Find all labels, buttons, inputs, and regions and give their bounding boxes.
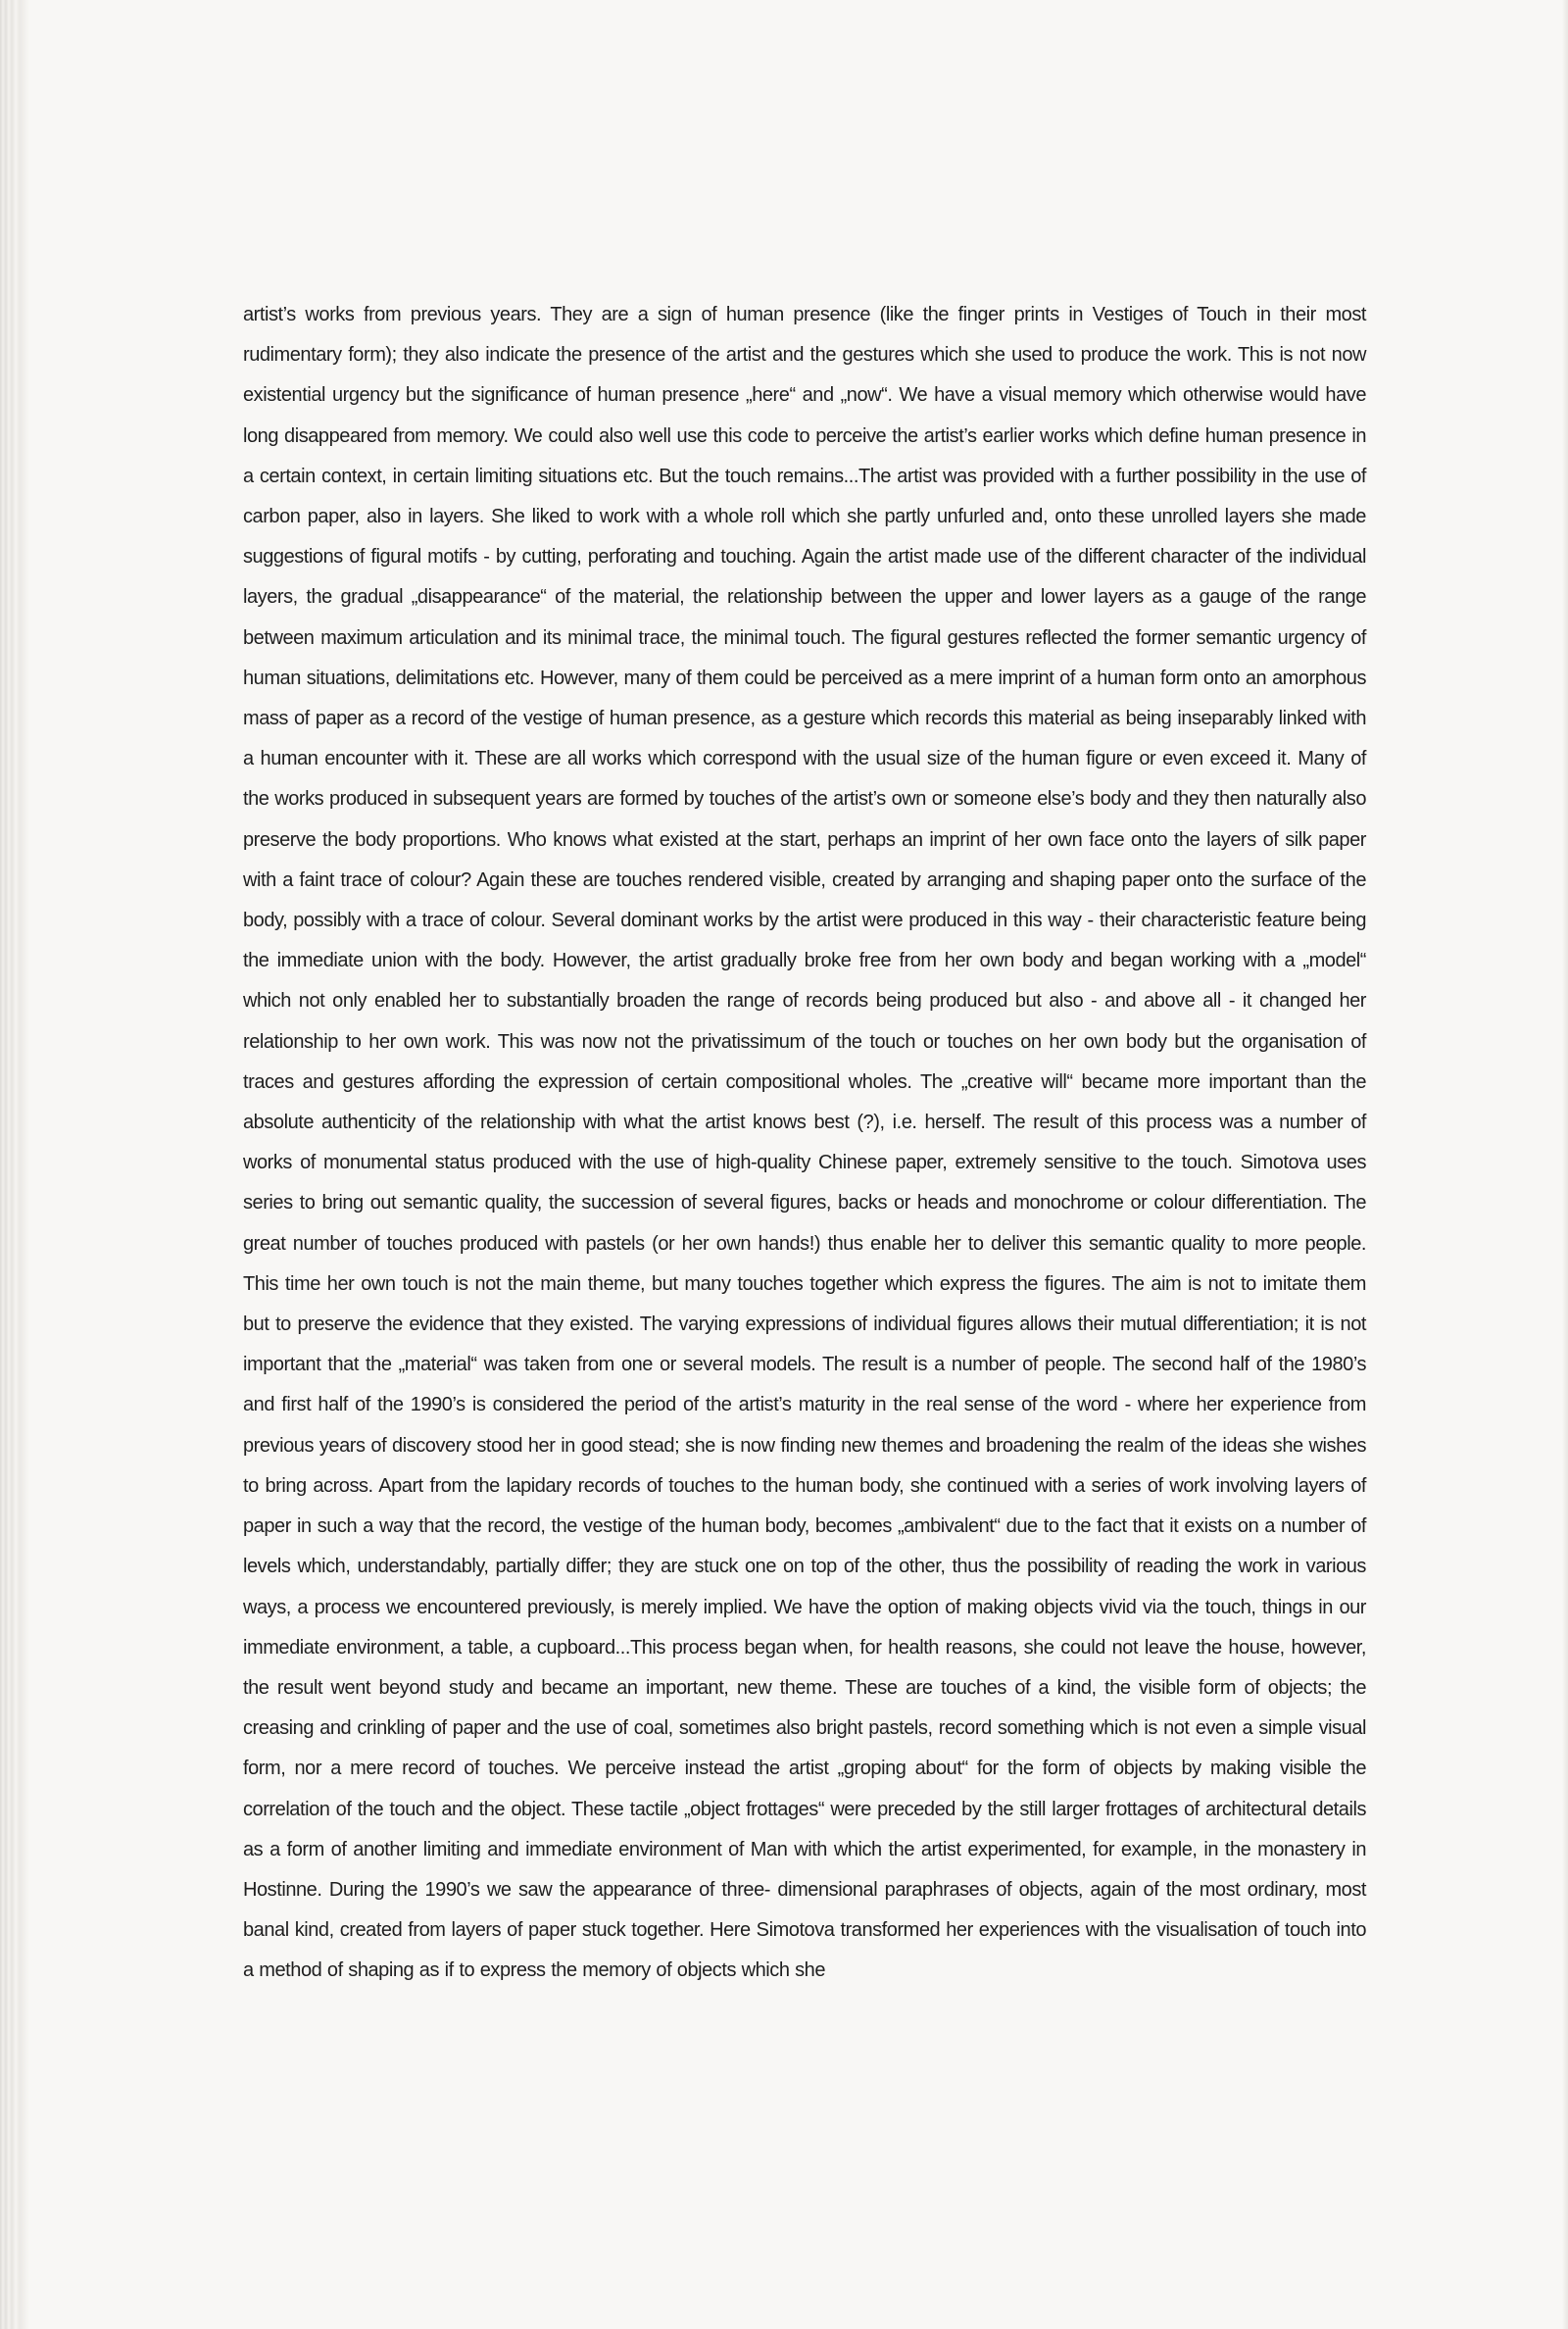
body-text: artist’s works from previous years. They are a sign of human presence (like the finger prints in Vestiges of Touch in their most rudimentary form); they also indicate the presence of the artist and the gestures which she used to produce the work. This is not now existential urgency but the significance of human presence „here“ and „now“. We have a visual memory which otherwise would have long disappeared from memory. We could also well use this code to perceive the artist’s earlier works which define human presence in a certain context, in certain limiting situations etc. But the touch remains...The artist was provided with a further possibility in the use of carbon paper, also in layers. She liked to work with a whole roll which she partly unfurled and, onto these unrolled layers she made suggestions of figural motifs - by cutting, perforating and touching. Again the artist made use of the different character of the individual layers, the gradual „disappearance“ of the material, the relationship between the upper and lower layers as a gauge of the range between maximum articulation and its minimal trace, the minimal touch. The figural gestures reflected the former semantic urgency of human situations, delimitations etc. However, many of them could be perceived as a mere imprint of a human form onto an amorphous mass of paper as a record of the vestige of human presence, as a gesture which records this material as being inseparably linked with a human encounter with it. These are all works which correspond with the usual size of the human figure or even exceed it. Many of the works produced in subsequent years are formed by touches of the artist’s own or someone else’s body and they then naturally also preserve the body proportions. Who knows what existed at the start, perhaps an imprint of her own face onto the layers of silk paper with a faint trace of colour? Again these are touches rendered visible, created by arranging and shaping paper onto the surface of the body, possibly with a trace of colour. Several dominant works by the artist were produced in this way - their characteristic feature being the immediate union with the body. However, the artist gradually broke free from her own body and began working with a „model“ which not only enabled her to substantially broaden the range of records being produced but also - and above all - it changed her relationship to her own work. This was now not the privatissimum of the touch or touches on her own body but the organisation of traces and gestures affording the expression of certain compositional wholes. The „creative will“ became more important than the absolute authenticity of the relationship with what the artist knows best (?), i.e. herself. The result of this process was a number of works of monumental status produced with the use of high-quality Chinese paper, extremely sensitive to the touch. Simotova uses series to bring out semantic quality, the succession of several figures, backs or heads and monochrome or colour differentiation. The great number of touches produced with pastels (or her own hands!) thus enable her to deliver this semantic quality to more people. This time her own touch is not the main theme, but many touches together which express the figures. The aim is not to imitate them but to preserve the evidence that they existed. The varying expressions of individual figures allows their mutual differentiation; it is not important that the „material“ was taken from one or several models. The result is a number of people. The second half of the 1980’s and first half of the 1990’s is considered the period of the artist’s maturity in the real sense of the word - where her experience from previous years of discovery stood her in good stead; she is now finding new themes and broadening the realm of the ideas she wishes to bring across. Apart from the lapidary records of touches to the human body, she continued with a series of work involving layers of paper in such a way that the record, the vestige of the human body, becomes „ambivalent“ due to the fact that it exists on a number of levels which, understandably, partially differ; they are stuck one on top of the other, thus the possibility of reading the work in various ways, a process we encountered previously, is merely implied. We have the option of making objects vivid via the touch, things in our immediate environment, a table, a cupboard...This process began when, for health reasons, she could not leave the house, however, the result went beyond study and became an important, new theme. These are touches of a kind, the visible form of objects; the creasing and crinkling of paper and the use of coal, sometimes also bright pastels, record something which is not even a simple visual form, nor a mere record of touches. We perceive instead the artist „groping about“ for the form of objects by making visible the correlation of the touch and the object. These tactile „object frottages“ were preceded by the still larger frottages of architectural details as a form of another limiting and immediate environment of Man with which the artist experimented, for example, in the monastery in Hostinne. During the 1990’s we saw the appearance of three- dimensional paraphrases of objects, again of the most ordinary, most banal kind, created from layers of paper stuck together. Here Simotova transformed her experiences with the visualisation of touch into a method of shaping as if to express the memory of objects which she bbox=[243, 304, 1366, 1982]
page-edge-right bbox=[1562, 0, 1568, 2329]
page-edge-stack bbox=[0, 0, 29, 2329]
